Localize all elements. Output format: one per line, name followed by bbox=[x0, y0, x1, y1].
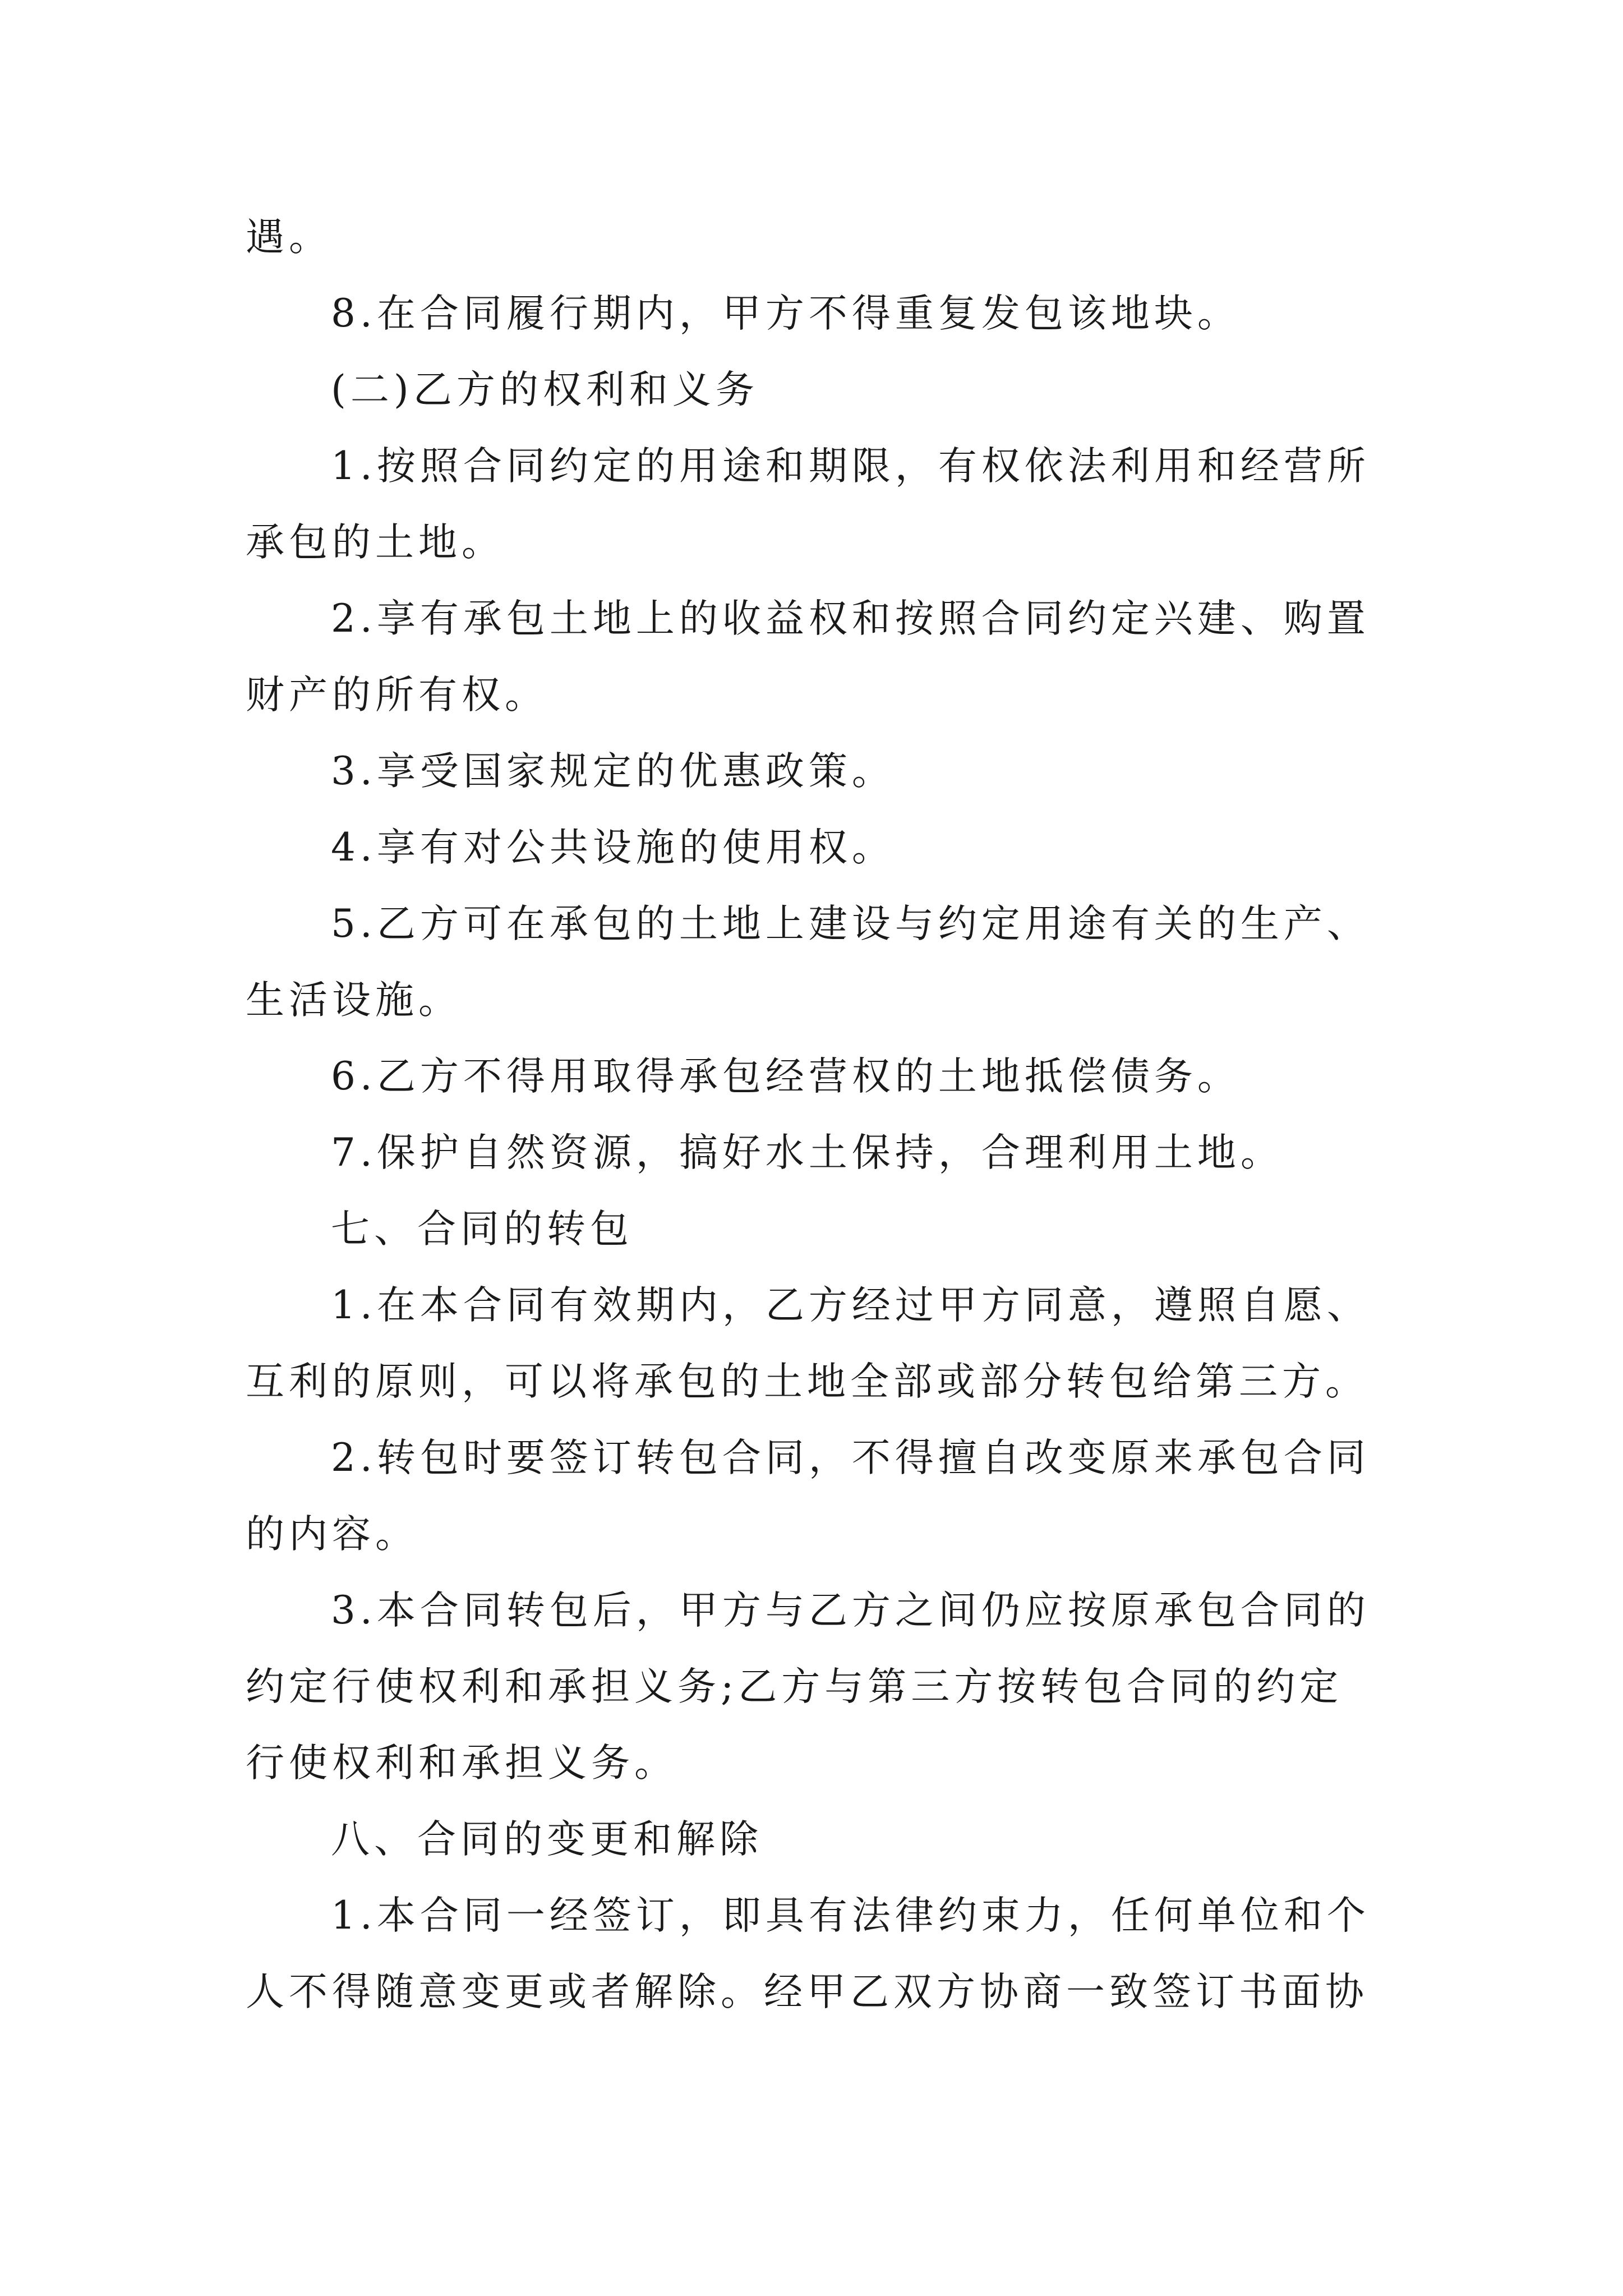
text-line: 2.转包时要签订转包合同，不得擅自改变原来承包合同 bbox=[331, 1435, 1370, 1480]
text-line: 的内容。 bbox=[246, 1512, 418, 1557]
text-line: 3.本合同转包后，甲方与乙方之间仍应按原承包合同的 bbox=[331, 1588, 1370, 1633]
text-line: 1.在本合同有效期内，乙方经过甲方同意，遵照自愿、 bbox=[331, 1283, 1370, 1328]
text-line: 财产的所有权。 bbox=[246, 673, 548, 717]
text-line: 人不得随意变更或者解除。经甲乙双方协商一致签订书面协 bbox=[246, 1970, 1368, 2014]
section-heading: 八、合同的变更和解除 bbox=[331, 1817, 763, 1862]
text-line: 5.乙方可在承包的土地上建设与约定用途有关的生产、 bbox=[331, 901, 1370, 946]
text-line: 6.乙方不得用取得承包经营权的土地抵偿债务。 bbox=[331, 1054, 1241, 1099]
text-line: 遇。 bbox=[246, 215, 332, 260]
text-line: 1.本合同一经签订，即具有法律约束力，任何单位和个 bbox=[331, 1893, 1370, 1938]
text-line: 1.按照合同约定的用途和期限，有权依法利用和经营所 bbox=[331, 444, 1370, 489]
text-line: 约定行使权利和承担义务;乙方与第三方按转包合同的约定 bbox=[246, 1664, 1343, 1709]
text-line: 4.享有对公共设施的使用权。 bbox=[331, 825, 895, 870]
text-line: 承包的土地。 bbox=[246, 520, 505, 565]
document-body bbox=[246, 199, 1390, 2030]
section-heading: (二)乙方的权利和义务 bbox=[331, 367, 759, 412]
text-line: 生活设施。 bbox=[246, 978, 462, 1023]
text-line: 7.保护自然资源，搞好水土保持，合理利用土地。 bbox=[331, 1130, 1284, 1175]
text-line: 3.享受国家规定的优惠政策。 bbox=[331, 749, 895, 794]
text-line: 互利的原则，可以将承包的土地全部或部分转包给第三方。 bbox=[246, 1359, 1368, 1404]
text-line: 行使权利和承担义务。 bbox=[246, 1741, 677, 1786]
text-line: 8.在合同履行期内，甲方不得重复发包该地块。 bbox=[331, 291, 1241, 336]
text-line: 2.享有承包土地上的收益权和按照合同约定兴建、购置 bbox=[331, 596, 1370, 641]
section-heading: 七、合同的转包 bbox=[331, 1207, 633, 1251]
